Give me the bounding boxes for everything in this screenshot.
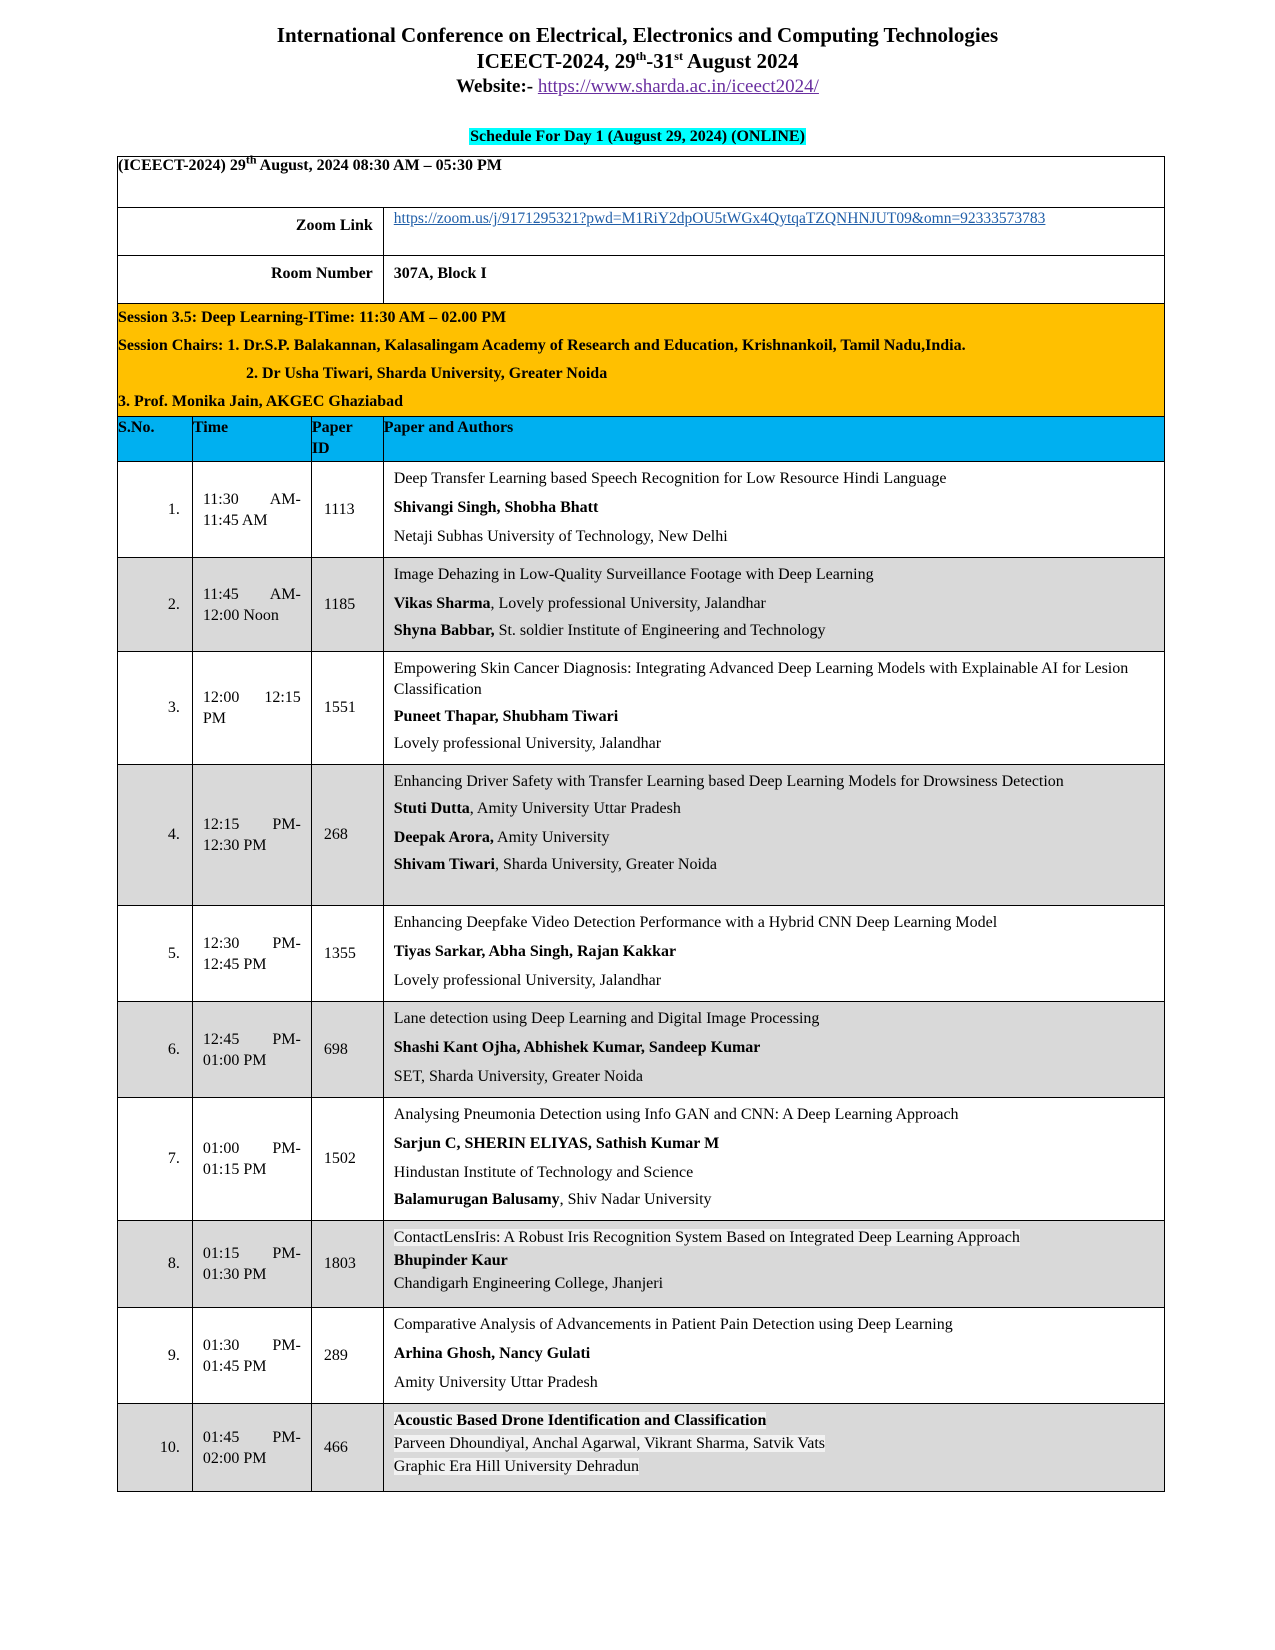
paper-authors: Parveen Dhoundiyal, Anchal Agarwal, Vikrant Sharma, Satvik Vats bbox=[393, 1435, 826, 1452]
row-sno: 9. bbox=[118, 1308, 193, 1404]
paper-author-line: Deepak Arora, Amity University bbox=[393, 829, 610, 846]
table-row bbox=[118, 1098, 1165, 1221]
date-row bbox=[118, 157, 1165, 208]
paper-authors: Sarjun C, SHERIN ELIYAS, Sathish Kumar M bbox=[393, 1135, 720, 1152]
table-row bbox=[118, 765, 1165, 906]
paper-affiliation: Hindustan Institute of Technology and Science bbox=[393, 1164, 694, 1181]
paper-title: Enhancing Driver Safety with Transfer Learning based Deep Learning Models for Drowsiness Detection bbox=[393, 773, 1064, 790]
col-time: Time bbox=[192, 417, 311, 462]
schedule-table bbox=[117, 152, 1165, 1492]
table-row bbox=[118, 1002, 1165, 1098]
row-paper-id: 1113 bbox=[311, 462, 383, 558]
paper-authors: Puneet Thapar, Shubham Tiwari bbox=[393, 708, 619, 725]
table-row bbox=[118, 652, 1165, 765]
paper-affiliation: Chandigarh Engineering College, Jhanjeri bbox=[393, 1275, 664, 1292]
row-sno: 2. bbox=[118, 558, 193, 652]
row-sno: 10. bbox=[118, 1404, 193, 1492]
paper-affiliation: Lovely professional University, Jalandhar bbox=[393, 972, 662, 989]
paper-authors: Shivangi Singh, Shobha Bhatt bbox=[393, 499, 599, 516]
row-time: 01:00 PM- 01:15 PM bbox=[192, 1098, 311, 1221]
row-time: 01:45 PM- 02:00 PM bbox=[192, 1404, 311, 1492]
website-link[interactable]: https://www.sharda.ac.in/iceect2024/ bbox=[537, 76, 819, 97]
website-line bbox=[0, 74, 1275, 100]
row-paper-id: 698 bbox=[311, 1002, 383, 1098]
paper-author-line: Balamurugan Balusamy, Shiv Nadar University bbox=[393, 1191, 712, 1208]
row-paper bbox=[383, 652, 1164, 765]
table-row bbox=[118, 462, 1165, 558]
conference-edition: ICEECT-2024, 29th-31st August 2024 bbox=[476, 49, 799, 73]
row-time: 12:45 PM- 01:00 PM bbox=[192, 1002, 311, 1098]
session-cell bbox=[118, 304, 1165, 417]
row-paper-id: 268 bbox=[311, 765, 383, 906]
col-paper-authors: Paper and Authors bbox=[383, 417, 1164, 462]
column-header-row bbox=[118, 417, 1165, 462]
row-paper bbox=[383, 462, 1164, 558]
room-row bbox=[118, 256, 1165, 304]
schedule-title: Schedule For Day 1 (August 29, 2024) (ONLINE) bbox=[470, 128, 805, 145]
row-time: 01:15 PM- 01:30 PM bbox=[192, 1221, 311, 1308]
paper-affiliation: Lovely professional University, Jalandhar bbox=[393, 735, 662, 752]
session-row bbox=[118, 304, 1165, 417]
paper-title: Lane detection using Deep Learning and Digital Image Processing bbox=[393, 1010, 820, 1027]
paper-authors: Bhupinder Kaur bbox=[393, 1252, 508, 1269]
date-cell: (ICEECT-2024) 29th August, 2024 08:30 AM – 05:30 PM bbox=[118, 157, 1165, 208]
row-paper bbox=[383, 765, 1164, 906]
paper-title: Analysing Pneumonia Detection using Info GAN and CNN: A Deep Learning Approach bbox=[393, 1106, 959, 1123]
row-paper bbox=[383, 906, 1164, 1002]
zoom-link[interactable]: https://zoom.us/j/9171295321?pwd=M1RiY2dpOU5tWGx4QytqaTZQNHNJUT09&omn=92333573783 bbox=[393, 210, 1046, 227]
paper-author-line: Stuti Dutta, Amity University Uttar Pradesh bbox=[393, 800, 681, 817]
session-chair-2: 2. Dr Usha Tiwari, Sharda University, Greater Noida bbox=[246, 365, 608, 382]
row-paper-id: 1803 bbox=[311, 1221, 383, 1308]
conference-title: International Conference on Electrical, Electronics and Computing Technologies bbox=[276, 23, 999, 47]
table-row bbox=[118, 1404, 1165, 1492]
row-time: 12:00 12:15 PM bbox=[192, 652, 311, 765]
table-row bbox=[118, 558, 1165, 652]
paper-title: Comparative Analysis of Advancements in Patient Pain Detection using Deep Learning bbox=[393, 1316, 953, 1333]
row-paper bbox=[383, 1308, 1164, 1404]
row-paper-id: 1551 bbox=[311, 652, 383, 765]
paper-author-line: Shivam Tiwari, Sharda University, Greater Noida bbox=[393, 856, 717, 873]
row-sno: 7. bbox=[118, 1098, 193, 1221]
row-paper-id: 1355 bbox=[311, 906, 383, 1002]
session-title: Session 3.5: Deep Learning-ITime: 11:30 AM – 02.00 PM bbox=[118, 309, 507, 326]
paper-title: Deep Transfer Learning based Speech Recognition for Low Resource Hindi Language bbox=[393, 470, 947, 487]
paper-authors: Tiyas Sarkar, Abha Singh, Rajan Kakkar bbox=[393, 943, 677, 960]
table-row bbox=[118, 1308, 1165, 1404]
row-paper bbox=[383, 1404, 1164, 1492]
row-sno: 5. bbox=[118, 906, 193, 1002]
paper-affiliation: SET, Sharda University, Greater Noida bbox=[393, 1068, 644, 1085]
paper-title: Empowering Skin Cancer Diagnosis: Integrating Advanced Deep Learning Models with Explainable AI for Lesion Classification bbox=[393, 660, 1129, 698]
row-time: 01:30 PM- 01:45 PM bbox=[192, 1308, 311, 1404]
zoom-row bbox=[118, 208, 1165, 256]
room-label: Room Number bbox=[118, 256, 384, 304]
row-paper bbox=[383, 1221, 1164, 1308]
table-row bbox=[118, 906, 1165, 1002]
document-header bbox=[0, 22, 1275, 100]
paper-author-line: Shyna Babbar, St. soldier Institute of Engineering and Technology bbox=[393, 622, 826, 639]
col-paper-id: Paper ID bbox=[311, 417, 383, 462]
paper-author-line: Vikas Sharma, Lovely professional University, Jalandhar bbox=[393, 595, 766, 612]
paper-title: Acoustic Based Drone Identification and Classification bbox=[393, 1412, 767, 1429]
zoom-cell bbox=[383, 208, 1164, 256]
paper-title: Image Dehazing in Low-Quality Surveillance Footage with Deep Learning bbox=[393, 566, 874, 583]
row-paper-id: 466 bbox=[311, 1404, 383, 1492]
table-row bbox=[118, 1221, 1165, 1308]
paper-affiliation: Amity University Uttar Pradesh bbox=[393, 1374, 598, 1391]
paper-affiliation: Netaji Subhas University of Technology, New Delhi bbox=[393, 528, 728, 545]
row-paper-id: 1502 bbox=[311, 1098, 383, 1221]
row-time: 12:15 PM- 12:30 PM bbox=[192, 765, 311, 906]
row-paper bbox=[383, 1002, 1164, 1098]
row-paper-id: 289 bbox=[311, 1308, 383, 1404]
paper-authors: Shashi Kant Ojha, Abhishek Kumar, Sandeep Kumar bbox=[393, 1039, 761, 1056]
row-paper bbox=[383, 558, 1164, 652]
row-sno: 6. bbox=[118, 1002, 193, 1098]
room-value: 307A, Block I bbox=[383, 256, 1164, 304]
row-paper bbox=[383, 1098, 1164, 1221]
paper-title: ContactLensIris: A Robust Iris Recognition System Based on Integrated Deep Learning Approach bbox=[393, 1229, 1020, 1246]
session-chair-3: 3. Prof. Monika Jain, AKGEC Ghaziabad bbox=[118, 393, 404, 410]
paper-affiliation: Graphic Era Hill University Dehradun bbox=[393, 1458, 640, 1475]
paper-authors: Arhina Ghosh, Nancy Gulati bbox=[393, 1345, 591, 1362]
row-time: 11:45 AM- 12:00 Noon bbox=[192, 558, 311, 652]
row-sno: 3. bbox=[118, 652, 193, 765]
row-time: 11:30 AM- 11:45 AM bbox=[192, 462, 311, 558]
row-time: 12:30 PM- 12:45 PM bbox=[192, 906, 311, 1002]
row-sno: 4. bbox=[118, 765, 193, 906]
zoom-label: Zoom Link bbox=[118, 208, 384, 256]
row-paper-id: 1185 bbox=[311, 558, 383, 652]
session-chair-1: Session Chairs: 1. Dr.S.P. Balakannan, Kalasalingam Academy of Research and Education, Krishnankoil, Tamil Nadu,India. bbox=[118, 337, 966, 354]
paper-title: Enhancing Deepfake Video Detection Performance with a Hybrid CNN Deep Learning Model bbox=[393, 914, 998, 931]
col-sno: S.No. bbox=[118, 417, 193, 462]
row-sno: 8. bbox=[118, 1221, 193, 1308]
website-label: Website:- bbox=[456, 76, 534, 97]
row-sno: 1. bbox=[118, 462, 193, 558]
